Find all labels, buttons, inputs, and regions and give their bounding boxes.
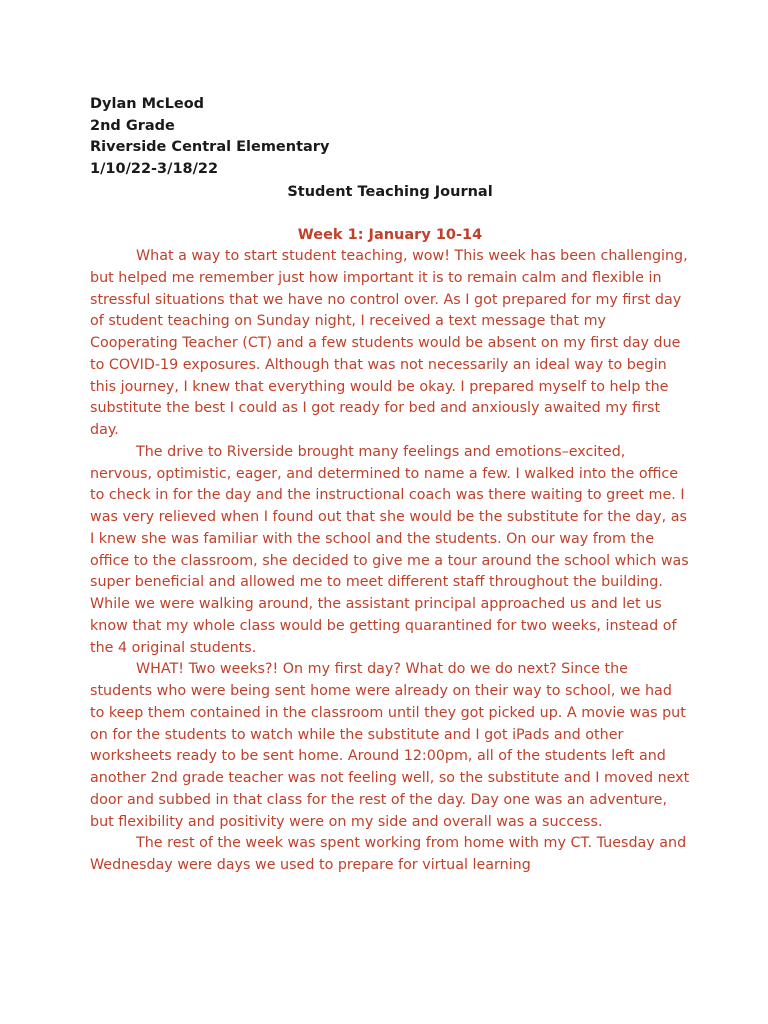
paragraph-1: What a way to start student teaching, wow! This week has been challenging, but helped me remember just how important it is to remain calm and flexible in stressful situations that we have no control over. As I got prepared for my first day of student teaching on Sunday night, I received a text message that my Cooperating Teacher (CT) and a few students would be absent on my first day due to COVID-19 exposures. Although that was not necessarily an ideal way to begin this journey, I knew that everything would be okay. I prepared myself to help the substitute the best I could as I got ready for bed and anxiously awaited my first day. (90, 248, 688, 439)
author-name: Dylan McLeod (90, 96, 205, 112)
paragraph-4: The rest of the week was spent working from home with my CT. Tuesday and Wednesday were days we used to prepare for virtual learning (90, 835, 687, 874)
paragraph-2: The drive to Riverside brought many feelings and emotions–excited, nervous, optimistic, eager, and determined to name a few. I walked into the office to check in for the day and the instructional coach was there waiting to greet me. I was very relieved when I found out that she would be the substitute for the day, as I knew she was familiar with the school and the students. On our way from the office to the classroom, she decided to give me a tour around the school which was super beneficial and allowed me to meet different staff throughout the building. While we were walking around, the assistant principal approached us and let us know that my whole class would be getting quarantined for two weeks, instead of the 4 original students. (90, 443, 689, 656)
journal-title: Student Teaching Journal (287, 183, 493, 200)
grade-level: 2nd Grade (90, 117, 175, 134)
school-name: Riverside Central Elementary (90, 139, 330, 156)
week-1-heading: Week 1: January 10-14 (297, 226, 483, 243)
date-range: 1/10/22-3/18/22 (90, 161, 219, 178)
document-page (90, 94, 690, 877)
paragraph-3: WHAT! Two weeks?! On my first day? What do we do next? Since the students who were being sent home were already on their way to school, we had to keep them contained in the classroom until they got picked up. A movie was put on for the students to watch while the substitute and I got iPads and other worksheets ready to be sent home. Around 12:00pm, all of the students left and another 2nd grade teacher was not feeling well, so the substitute and I moved next door and subbed in that class for the rest of the day. Day one was an adventure, but flexibility and positivity were on my side and overall was a success. (90, 661, 690, 830)
